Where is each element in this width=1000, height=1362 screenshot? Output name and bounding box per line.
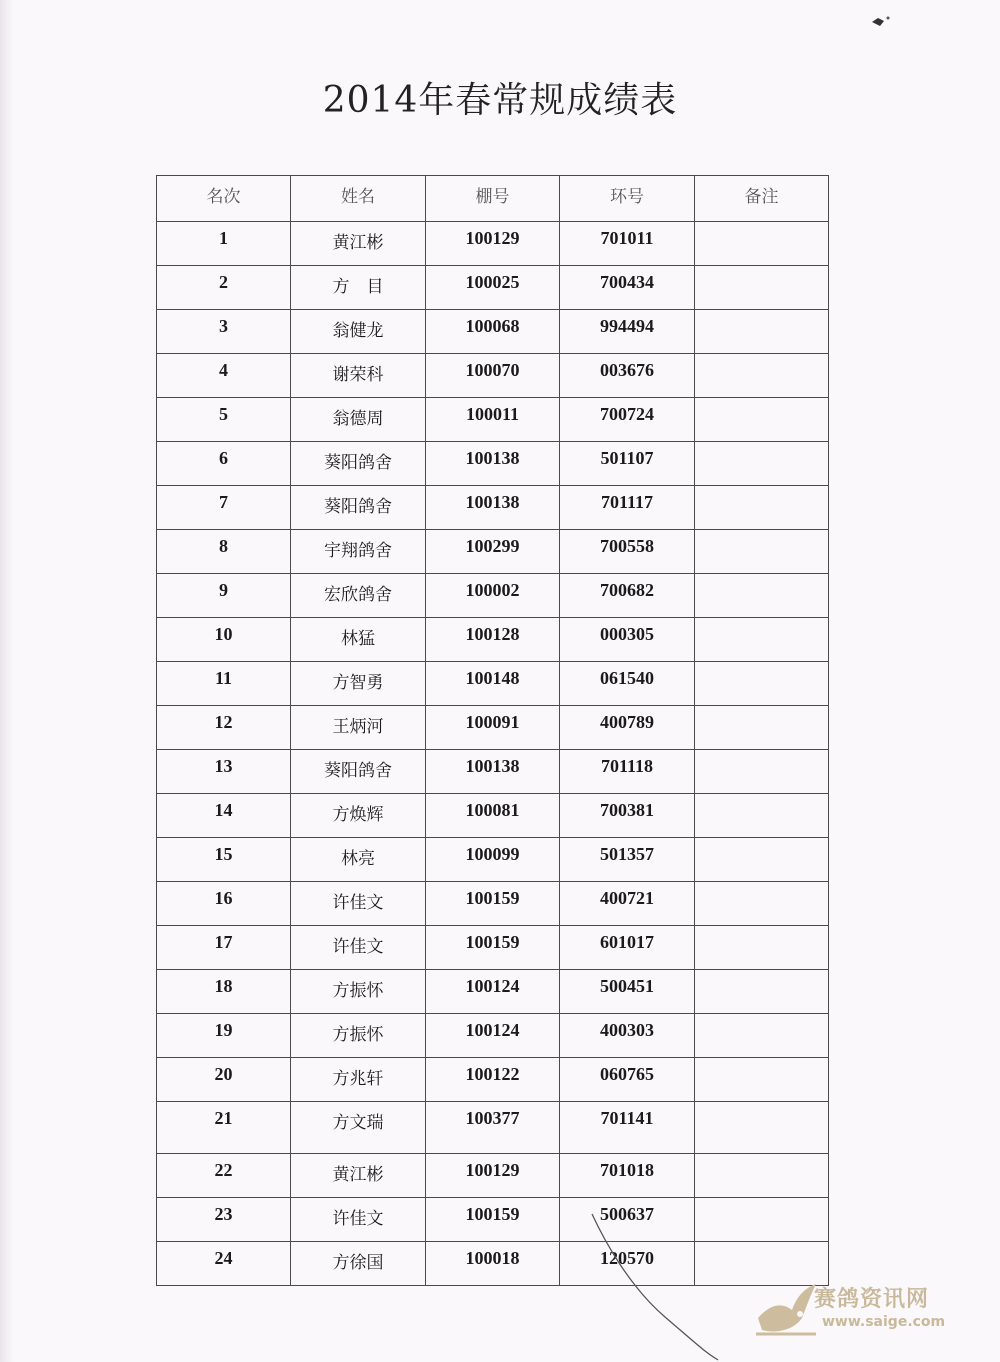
loft-number-cell: 100081: [426, 794, 560, 838]
rank-cell: 8: [157, 530, 291, 574]
name-cell: 黄江彬: [291, 222, 426, 266]
rank-cell: 1: [157, 222, 291, 266]
name-cell: 宇翔鸽舍: [291, 530, 426, 574]
note-cell: [695, 442, 829, 486]
loft-number-cell: 100124: [426, 970, 560, 1014]
note-cell: [695, 618, 829, 662]
loft-number-cell: 100129: [426, 222, 560, 266]
table-row: [157, 398, 829, 442]
ring-number-cell: 701011: [560, 222, 695, 266]
loft-number-cell: 100122: [426, 1058, 560, 1102]
rank-cell: 3: [157, 310, 291, 354]
header-note: 备注: [695, 176, 829, 222]
rank-cell: 22: [157, 1154, 291, 1198]
pen-stroke-mark: [590, 1212, 720, 1362]
name-cell: 方振怀: [291, 970, 426, 1014]
table-row: [157, 222, 829, 266]
rank-cell: 23: [157, 1198, 291, 1242]
loft-number-cell: 100070: [426, 354, 560, 398]
note-cell: [695, 1102, 829, 1154]
rank-cell: 9: [157, 574, 291, 618]
table-row: [157, 926, 829, 970]
name-cell: 方焕辉: [291, 794, 426, 838]
name-cell: 许佳文: [291, 882, 426, 926]
table-row: [157, 750, 829, 794]
loft-number-cell: 100091: [426, 706, 560, 750]
rank-cell: 16: [157, 882, 291, 926]
note-cell: [695, 266, 829, 310]
name-cell: 方智勇: [291, 662, 426, 706]
table-row: [157, 970, 829, 1014]
table-header-row: [157, 176, 829, 222]
table-row: [157, 530, 829, 574]
note-cell: [695, 530, 829, 574]
rank-cell: 19: [157, 1014, 291, 1058]
loft-number-cell: 100148: [426, 662, 560, 706]
name-cell: 翁健龙: [291, 310, 426, 354]
ring-number-cell: 120570: [560, 1242, 695, 1286]
rank-cell: 15: [157, 838, 291, 882]
name-cell: 方振怀: [291, 1014, 426, 1058]
name-cell: 葵阳鸽舍: [291, 442, 426, 486]
ring-number-cell: 501107: [560, 442, 695, 486]
note-cell: [695, 926, 829, 970]
ring-number-cell: 400789: [560, 706, 695, 750]
loft-number-cell: 100377: [426, 1102, 560, 1154]
table-row: [157, 354, 829, 398]
loft-number-cell: 100002: [426, 574, 560, 618]
rank-cell: 12: [157, 706, 291, 750]
name-cell: 王炳河: [291, 706, 426, 750]
ring-number-cell: 701118: [560, 750, 695, 794]
ring-number-cell: 700558: [560, 530, 695, 574]
name-cell: 黄江彬: [291, 1154, 426, 1198]
ring-number-cell: 061540: [560, 662, 695, 706]
name-cell: 葵阳鸽舍: [291, 750, 426, 794]
header-loft: 棚号: [426, 176, 560, 222]
ring-number-cell: 400303: [560, 1014, 695, 1058]
ink-speck: [864, 12, 894, 32]
loft-number-cell: 100025: [426, 266, 560, 310]
ring-number-cell: 060765: [560, 1058, 695, 1102]
ring-number-cell: 000305: [560, 618, 695, 662]
note-cell: [695, 486, 829, 530]
rank-cell: 24: [157, 1242, 291, 1286]
name-cell: 葵阳鸽舍: [291, 486, 426, 530]
table-row: [157, 574, 829, 618]
header-name: 姓名: [291, 176, 426, 222]
header-rank: 名次: [157, 176, 291, 222]
loft-number-cell: 100138: [426, 442, 560, 486]
name-cell: 方文瑞: [291, 1102, 426, 1154]
note-cell: [695, 354, 829, 398]
ring-number-cell: 501357: [560, 838, 695, 882]
loft-number-cell: 100159: [426, 882, 560, 926]
ring-number-cell: 700434: [560, 266, 695, 310]
rank-cell: 2: [157, 266, 291, 310]
ring-number-cell: 400721: [560, 882, 695, 926]
loft-number-cell: 100299: [426, 530, 560, 574]
note-cell: [695, 662, 829, 706]
rank-cell: 13: [157, 750, 291, 794]
table-row: [157, 794, 829, 838]
ring-number-cell: 701117: [560, 486, 695, 530]
table-row: [157, 486, 829, 530]
name-cell: 林猛: [291, 618, 426, 662]
note-cell: [695, 1014, 829, 1058]
loft-number-cell: 100018: [426, 1242, 560, 1286]
rank-cell: 21: [157, 1102, 291, 1154]
table-row: [157, 882, 829, 926]
ring-number-cell: 701018: [560, 1154, 695, 1198]
loft-number-cell: 100129: [426, 1154, 560, 1198]
loft-number-cell: 100068: [426, 310, 560, 354]
table-row: [157, 266, 829, 310]
table-row: [157, 706, 829, 750]
name-cell: 方徐国: [291, 1242, 426, 1286]
name-cell: 方兆轩: [291, 1058, 426, 1102]
rank-cell: 20: [157, 1058, 291, 1102]
table-row: [157, 1154, 829, 1198]
table-row: [157, 1058, 829, 1102]
rank-cell: 18: [157, 970, 291, 1014]
rank-cell: 17: [157, 926, 291, 970]
document-title: 2014年春常规成绩表: [322, 80, 678, 121]
rank-cell: 7: [157, 486, 291, 530]
table-body: [157, 222, 829, 1286]
note-cell: [695, 794, 829, 838]
ring-number-cell: 500451: [560, 970, 695, 1014]
loft-number-cell: 100124: [426, 1014, 560, 1058]
note-cell: [695, 1154, 829, 1198]
name-cell: 谢荣科: [291, 354, 426, 398]
table-row: [157, 1014, 829, 1058]
note-cell: [695, 750, 829, 794]
table-row: [157, 1102, 829, 1154]
loft-number-cell: 100159: [426, 1198, 560, 1242]
note-cell: [695, 838, 829, 882]
ring-number-cell: 601017: [560, 926, 695, 970]
ring-number-cell: 700682: [560, 574, 695, 618]
note-cell: [695, 706, 829, 750]
note-cell: [695, 970, 829, 1014]
rank-cell: 4: [157, 354, 291, 398]
table-row: [157, 310, 829, 354]
pigeon-logo-icon: [752, 1274, 822, 1344]
note-cell: [695, 222, 829, 266]
table-row: [157, 1198, 829, 1242]
rank-cell: 10: [157, 618, 291, 662]
loft-number-cell: 100138: [426, 486, 560, 530]
watermark-url: www.saige.com: [822, 1314, 946, 1330]
rank-cell: 6: [157, 442, 291, 486]
watermark-site-name: 赛鸽资讯网: [814, 1287, 930, 1312]
table-row: [157, 618, 829, 662]
rank-cell: 14: [157, 794, 291, 838]
ring-number-cell: 701141: [560, 1102, 695, 1154]
name-cell: 林亮: [291, 838, 426, 882]
loft-number-cell: 100099: [426, 838, 560, 882]
name-cell: 许佳文: [291, 926, 426, 970]
ring-number-cell: 994494: [560, 310, 695, 354]
loft-number-cell: 100138: [426, 750, 560, 794]
name-cell: 方 目: [291, 266, 426, 310]
ring-number-cell: 700381: [560, 794, 695, 838]
page-edge: [0, 0, 14, 1362]
table-row: [157, 442, 829, 486]
loft-number-cell: 100159: [426, 926, 560, 970]
loft-number-cell: 100128: [426, 618, 560, 662]
note-cell: [695, 574, 829, 618]
table-row: [157, 662, 829, 706]
loft-number-cell: 100011: [426, 398, 560, 442]
site-watermark: [752, 1274, 962, 1344]
rank-cell: 5: [157, 398, 291, 442]
name-cell: 宏欣鸽舍: [291, 574, 426, 618]
table-row: [157, 838, 829, 882]
rank-cell: 11: [157, 662, 291, 706]
note-cell: [695, 1058, 829, 1102]
note-cell: [695, 398, 829, 442]
results-table: [156, 175, 829, 1286]
ring-number-cell: 700724: [560, 398, 695, 442]
name-cell: 翁德周: [291, 398, 426, 442]
name-cell: 许佳文: [291, 1198, 426, 1242]
table-row: [157, 1242, 829, 1286]
header-ring: 环号: [560, 176, 695, 222]
ring-number-cell: 500637: [560, 1198, 695, 1242]
note-cell: [695, 310, 829, 354]
note-cell: [695, 882, 829, 926]
ring-number-cell: 003676: [560, 354, 695, 398]
